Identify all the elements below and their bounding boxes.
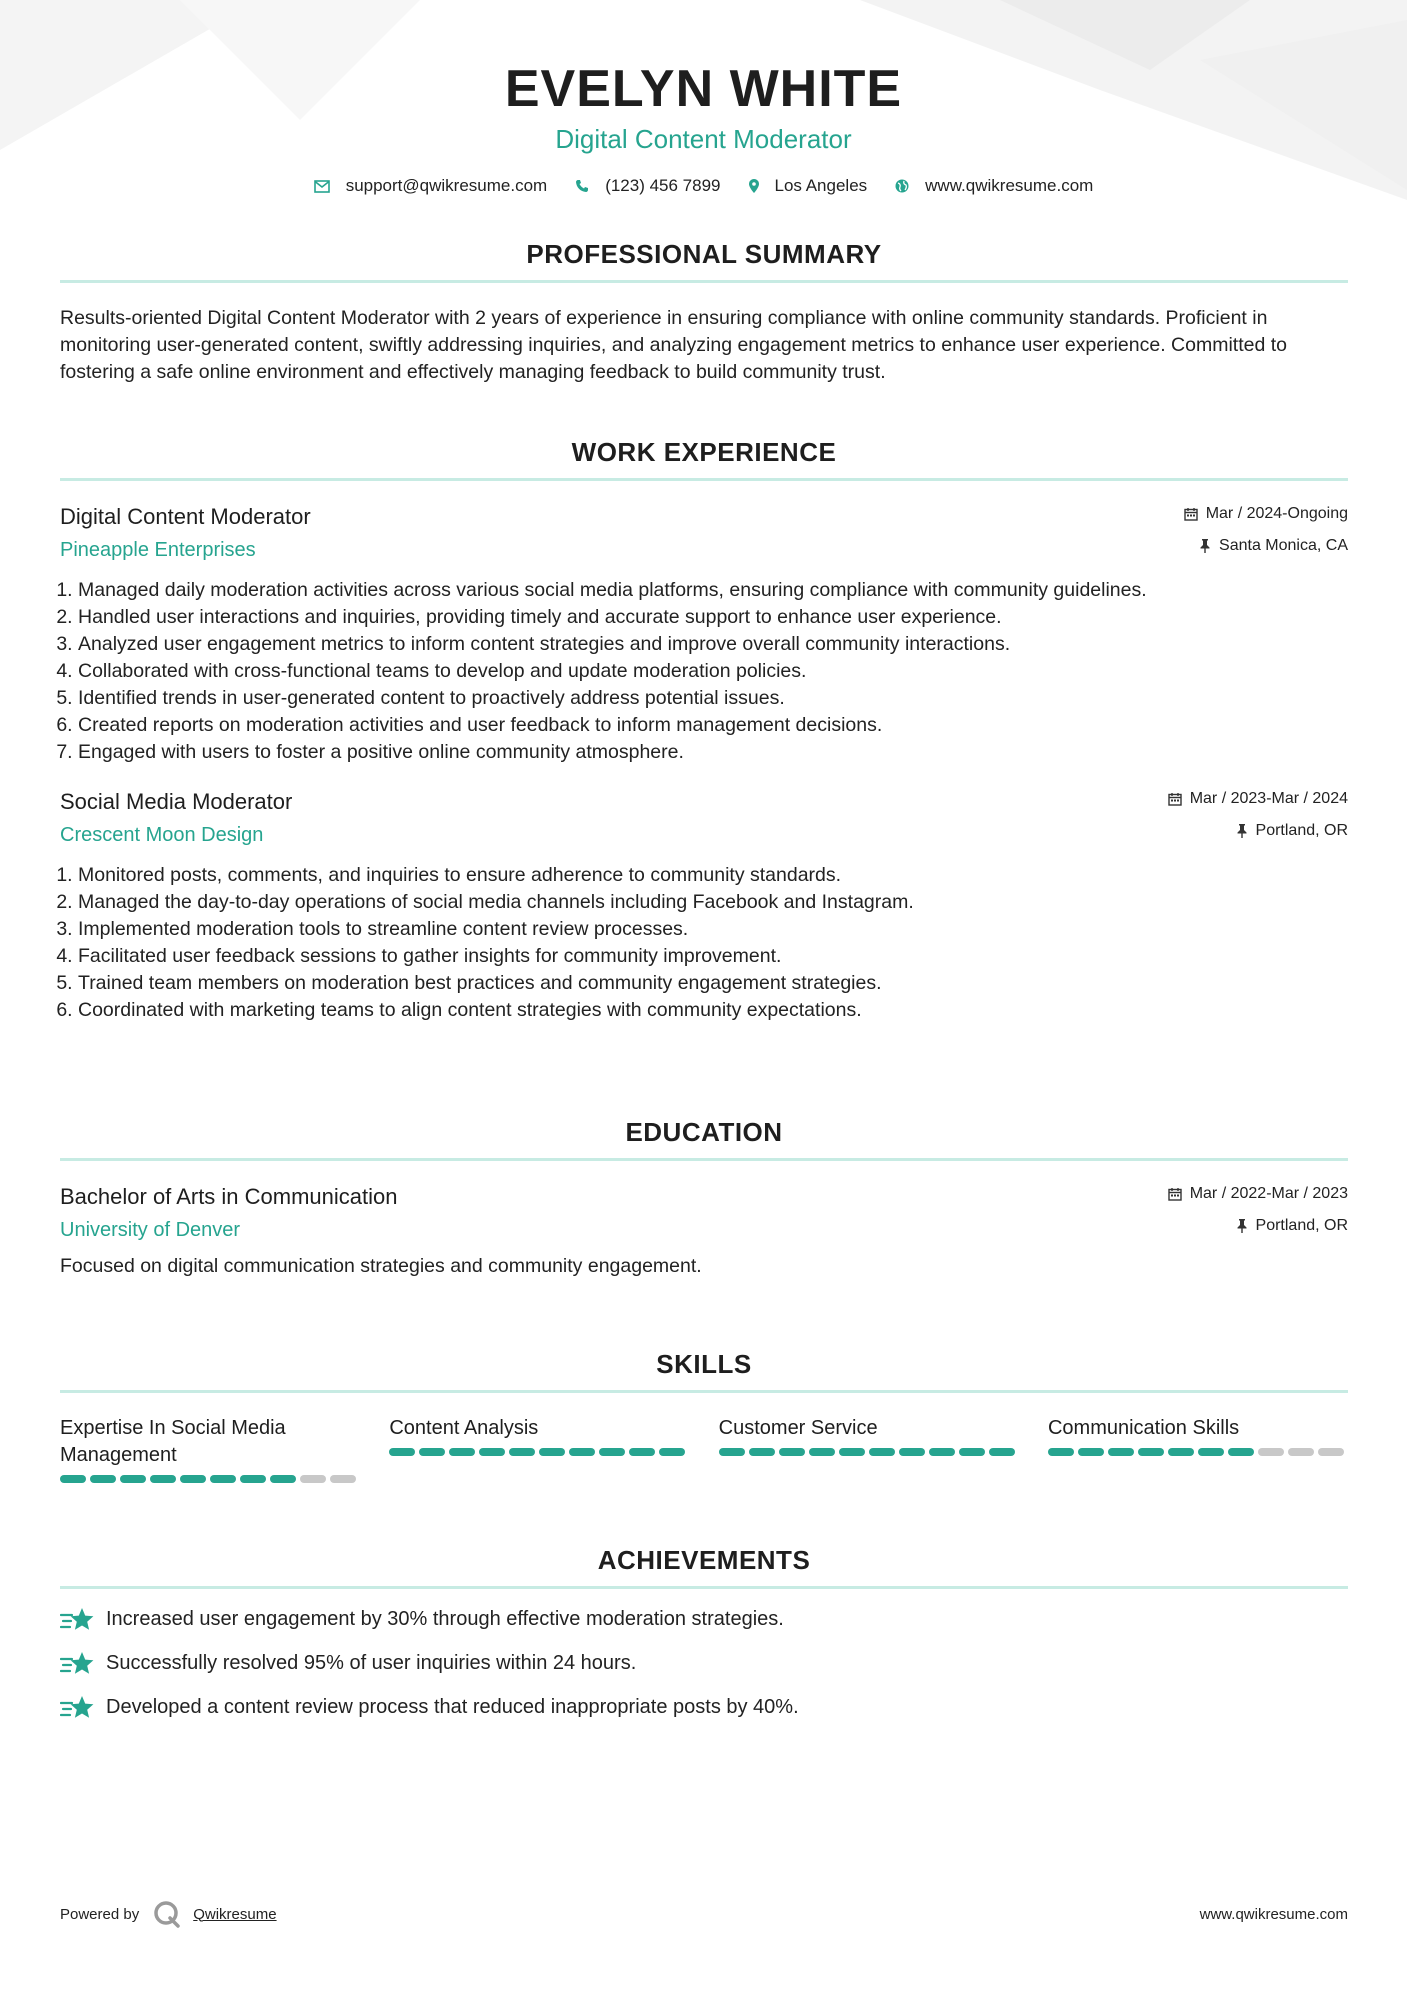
achievements-heading: ACHIEVEMENTS: [597, 1545, 811, 1575]
skill-name: Communication Skills: [1047, 1417, 1240, 1439]
achievement-text: Developed a content review process that reduced inappropriate posts by 40%.: [106, 1696, 799, 1718]
contact-email[interactable]: [314, 176, 548, 196]
summary-section: [60, 238, 1348, 386]
contact-website[interactable]: [895, 176, 1093, 196]
skill-segment-empty: [1318, 1448, 1344, 1456]
skill-segment-filled: [869, 1448, 895, 1456]
globe-icon: [895, 179, 909, 193]
skill-segment-empty: [1258, 1448, 1284, 1456]
achievement-item: [60, 1650, 1348, 1677]
education-location: [1168, 1215, 1348, 1237]
skills-list: [60, 1415, 1348, 1483]
contact-location-text: Los Angeles: [774, 176, 868, 195]
skill-segment-filled: [1228, 1448, 1254, 1456]
list-item: 3. Analyzed user engagement metrics to inform content strategies and improve overall community interactions.: [78, 631, 1348, 658]
skill-segment-filled: [899, 1448, 925, 1456]
skill-segment-filled: [509, 1448, 535, 1456]
education-dates-text: Mar / 2022-Mar / 2023: [1189, 1185, 1348, 1202]
shooting-star-icon: [60, 1651, 94, 1677]
job-location-text: Santa Monica, CA: [1219, 537, 1348, 554]
skill-segment-filled: [1108, 1448, 1134, 1456]
contact-phone-text: (123) 456 7899: [605, 176, 721, 195]
education-meta: [1168, 1183, 1348, 1237]
skill-segment-filled: [989, 1448, 1015, 1456]
calendar-icon: [1168, 792, 1182, 806]
summary-text: Results-oriented Digital Content Moderator with 2 years of experience in ensuring compliance with online community standards. Proficient in monitoring user-generated content, swiftly addressing inquiries, and analyzing engagement metrics to enhance user experience. Committed to fostering a safe online environment and effectively managing feedback to build community trust.: [60, 307, 1288, 383]
pushpin-icon: [1236, 824, 1248, 838]
contact-bar: [0, 176, 1407, 196]
summary-heading: PROFESSIONAL SUMMARY: [526, 239, 882, 269]
shooting-star-icon: [60, 1695, 94, 1721]
skill-level-bar: [60, 1475, 360, 1483]
experience-heading: WORK EXPERIENCE: [571, 437, 837, 467]
education-entry: [60, 1183, 1348, 1280]
skills-section: [60, 1348, 1348, 1483]
degree-title: Bachelor of Arts in Communication: [60, 1184, 398, 1209]
skill-level-bar: [1048, 1448, 1348, 1456]
achievement-text: Increased user engagement by 30% through effective moderation strategies.: [106, 1608, 784, 1630]
achievement-item: [60, 1606, 1348, 1633]
skills-heading: SKILLS: [656, 1349, 752, 1379]
section-divider: [60, 1390, 1348, 1393]
list-item: 6. Created reports on moderation activities and user feedback to inform management decisions.: [78, 712, 1348, 739]
list-item: 1. Managed daily moderation activities across various social media platforms, ensuring compliance with community guidelines.: [78, 577, 1348, 604]
achievement-item: [60, 1694, 1348, 1721]
footer-website[interactable]: www.qwikresume.com: [1199, 1905, 1348, 1923]
skill-segment-filled: [180, 1475, 206, 1483]
skill-segment-filled: [1138, 1448, 1164, 1456]
contact-website-text: www.qwikresume.com: [925, 176, 1094, 195]
job-dates-text: Mar / 2024-Ongoing: [1205, 505, 1348, 522]
skill-segment-filled: [210, 1475, 236, 1483]
list-item: 3. Implemented moderation tools to streamline content review processes.: [78, 916, 1348, 943]
candidate-name: EVELYN WHITE: [504, 60, 903, 118]
list-item: 2. Handled user interactions and inquiries, providing timely and accurate support to enhance user experience.: [78, 604, 1348, 631]
skill-segment-filled: [809, 1448, 835, 1456]
calendar-icon: [1184, 507, 1198, 521]
skill-segment-filled: [929, 1448, 955, 1456]
job-location-text: Portland, OR: [1255, 822, 1348, 839]
phone-icon: [575, 179, 589, 193]
skill-item: [389, 1415, 689, 1483]
achievement-text: Successfully resolved 95% of user inquiries within 24 hours.: [106, 1652, 637, 1674]
skill-item: [1048, 1415, 1348, 1483]
section-divider: [60, 1586, 1348, 1589]
skill-segment-filled: [90, 1475, 116, 1483]
skill-segment-filled: [719, 1448, 745, 1456]
skill-segment-filled: [419, 1448, 445, 1456]
job-bullets: [60, 577, 1348, 766]
contact-email-text: support@qwikresume.com: [345, 176, 548, 195]
qwikresume-logo-icon: [153, 1900, 181, 1928]
skill-segment-filled: [1048, 1448, 1074, 1456]
calendar-icon: [1168, 1187, 1182, 1201]
map-pin-icon: [749, 179, 759, 193]
company-name: Pineapple Enterprises: [60, 539, 256, 561]
pushpin-icon: [1236, 1219, 1248, 1233]
list-item: 6. Coordinated with marketing teams to align content strategies with community expectations.: [78, 997, 1348, 1024]
education-heading: EDUCATION: [625, 1117, 783, 1147]
resume-header: [0, 0, 1407, 196]
powered-by-label: Powered by: [60, 1905, 140, 1923]
section-divider: [60, 1158, 1348, 1161]
contact-location: [749, 176, 868, 196]
job-location: [1184, 535, 1348, 557]
section-divider: [60, 478, 1348, 481]
job-dates-text: Mar / 2023-Mar / 2024: [1189, 790, 1348, 807]
skill-segment-filled: [1168, 1448, 1194, 1456]
skill-level-bar: [389, 1448, 689, 1456]
skill-segment-filled: [539, 1448, 565, 1456]
education-location-text: Portland, OR: [1255, 1217, 1348, 1234]
job-title: Digital Content Moderator: [60, 504, 311, 529]
job-dates: [1184, 503, 1348, 525]
education-description: Focused on digital communication strategies and community engagement.: [60, 1255, 702, 1277]
skill-segment-filled: [479, 1448, 505, 1456]
skill-name: Customer Service: [718, 1417, 878, 1439]
pushpin-icon: [1199, 539, 1211, 553]
skill-segment-filled: [240, 1475, 266, 1483]
skill-segment-filled: [959, 1448, 985, 1456]
job-entry: [60, 788, 1348, 1024]
skill-segment-filled: [150, 1475, 176, 1483]
skill-segment-filled: [749, 1448, 775, 1456]
skill-segment-filled: [449, 1448, 475, 1456]
section-divider: [60, 280, 1348, 283]
brand-link[interactable]: Qwikresume: [193, 1905, 277, 1923]
powered-by: [60, 1900, 277, 1928]
skill-segment-filled: [629, 1448, 655, 1456]
skill-segment-filled: [60, 1475, 86, 1483]
job-bullets: [60, 862, 1348, 1024]
job-title: Social Media Moderator: [60, 789, 293, 814]
candidate-title: Digital Content Moderator: [555, 124, 852, 154]
job-meta: [1168, 788, 1348, 842]
experience-section: [60, 436, 1348, 1024]
skill-segment-empty: [300, 1475, 326, 1483]
envelope-icon: [314, 180, 330, 193]
contact-phone[interactable]: [575, 176, 720, 196]
skill-segment-filled: [779, 1448, 805, 1456]
job-entry: [60, 503, 1348, 766]
skill-name: Content Analysis: [389, 1417, 539, 1439]
skill-item: [60, 1415, 360, 1483]
skill-segment-filled: [120, 1475, 146, 1483]
achievements-section: [60, 1544, 1348, 1721]
skill-segment-filled: [1198, 1448, 1224, 1456]
skill-segment-empty: [330, 1475, 356, 1483]
education-dates: [1168, 1183, 1348, 1205]
list-item: 4. Facilitated user feedback sessions to gather insights for community improvement.: [78, 943, 1348, 970]
page-footer: [60, 1900, 1348, 1928]
skill-level-bar: [719, 1448, 1019, 1456]
skill-segment-empty: [1288, 1448, 1314, 1456]
list-item: 7. Engaged with users to foster a positive online community atmosphere.: [78, 739, 1348, 766]
company-name: Crescent Moon Design: [60, 824, 264, 846]
skill-segment-filled: [599, 1448, 625, 1456]
list-item: 5. Trained team members on moderation best practices and community engagement strategies.: [78, 970, 1348, 997]
skill-segment-filled: [569, 1448, 595, 1456]
job-dates: [1168, 788, 1348, 810]
skill-segment-filled: [1078, 1448, 1104, 1456]
list-item: 1. Monitored posts, comments, and inquiries to ensure adherence to community standards.: [78, 862, 1348, 889]
job-meta: [1184, 503, 1348, 557]
skill-segment-filled: [389, 1448, 415, 1456]
list-item: 4. Collaborated with cross-functional teams to develop and update moderation policies.: [78, 658, 1348, 685]
school-name: University of Denver: [60, 1219, 241, 1241]
skill-name: Expertise In Social Media Management: [60, 1417, 286, 1466]
list-item: 5. Identified trends in user-generated content to proactively address potential issues.: [78, 685, 1348, 712]
skill-item: [719, 1415, 1019, 1483]
education-section: [60, 1116, 1348, 1280]
job-location: [1168, 820, 1348, 842]
skill-segment-filled: [270, 1475, 296, 1483]
list-item: 2. Managed the day-to-day operations of social media channels including Facebook and Instagram.: [78, 889, 1348, 916]
shooting-star-icon: [60, 1607, 94, 1633]
skill-segment-filled: [659, 1448, 685, 1456]
skill-segment-filled: [839, 1448, 865, 1456]
